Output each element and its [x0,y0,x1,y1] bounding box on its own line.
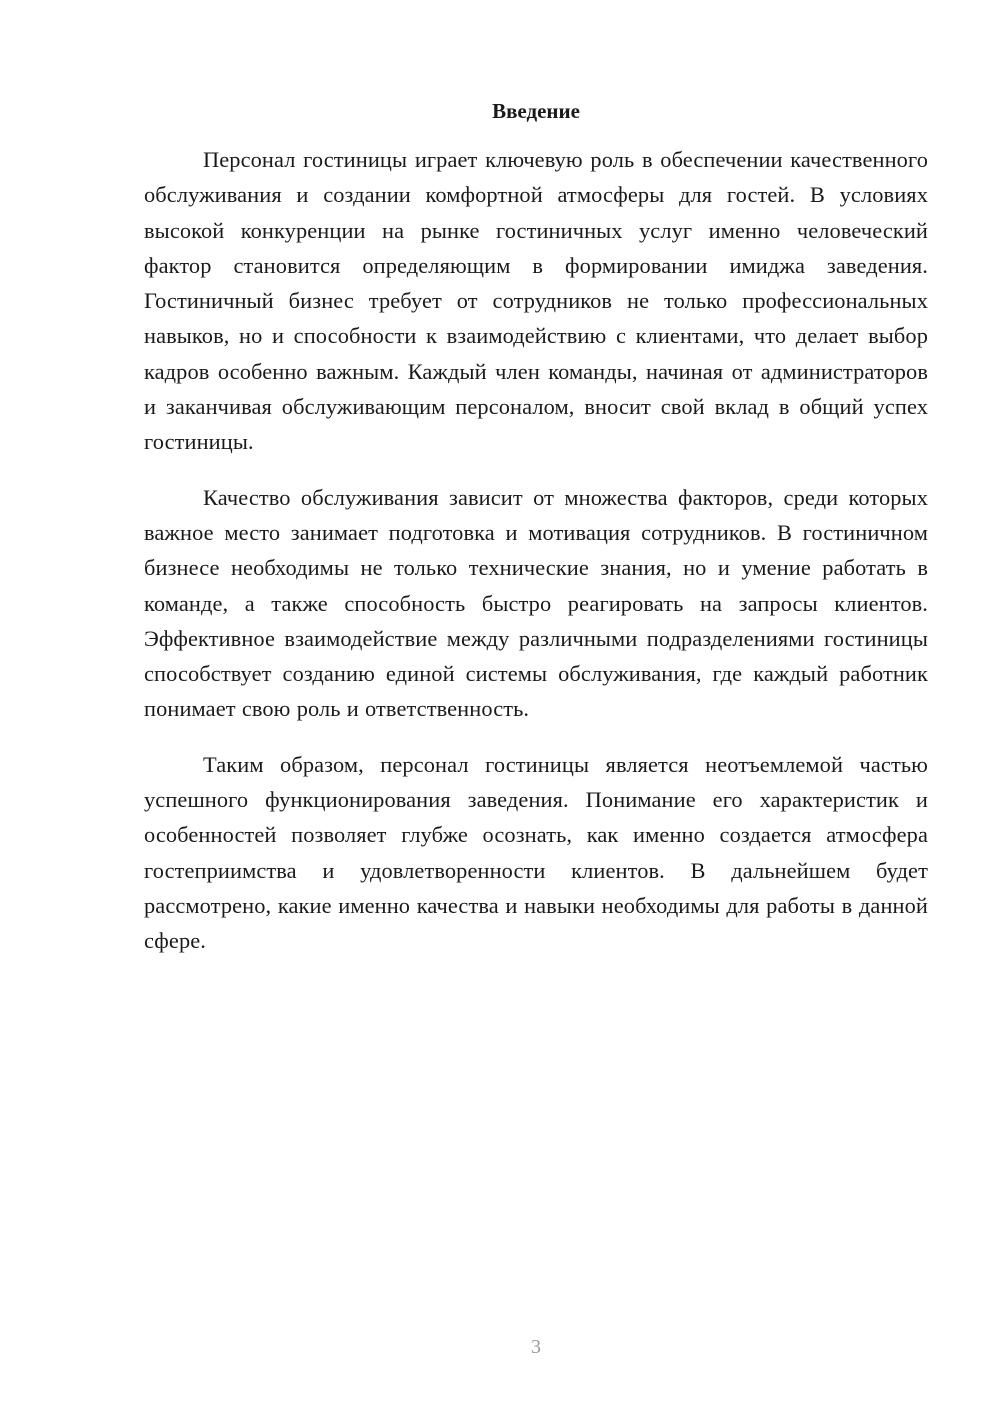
paragraph-1: Персонал гостиницы играет ключевую роль в обеспечении качественного обслуживания и создании комфортной атмосферы для гостей. В условиях высокой конкуренции на рынке гостиничных услуг именно человеческий фактор становится определяющим в формировании имиджа заведения. Гостиничный бизнес требует от сотрудников не только профессиональных навыков, но и способности к взаимодействию с клиентами, что делает выбор кадров особенно важным. Каждый член команды, начиная от администраторов и заканчивая обслуживающим персоналом, вносит свой вклад в общий успех гостиницы. [144,147,928,455]
page-number: 3 [531,1336,541,1358]
body-text [144,142,928,979]
paragraph-3: Таким образом, персонал гостиницы является неотъемлемой частью успешного функционирования заведения. Понимание его характеристик и особенностей позволяет глубже осознать, как именно создается атмосфера гостеприимства и удовлетворенности клиентов. В дальнейшем будет рассмотрено, какие именно качества и навыки необходимы для работы в данной сфере. [144,751,928,954]
section-heading: Введение [492,99,580,123]
paragraph-2: Качество обслуживания зависит от множества факторов, среди которых важное место занимает подготовка и мотивация сотрудников. В гостиничном бизнесе необходимы не только технические знания, но и умение работать в команде, а также способность быстро реагировать на запросы клиентов. Эффективное взаимодействие между различными подразделениями гостиницы способствует созданию единой системы обслуживания, где каждый работник понимает свою роль и ответственность. [144,484,928,722]
